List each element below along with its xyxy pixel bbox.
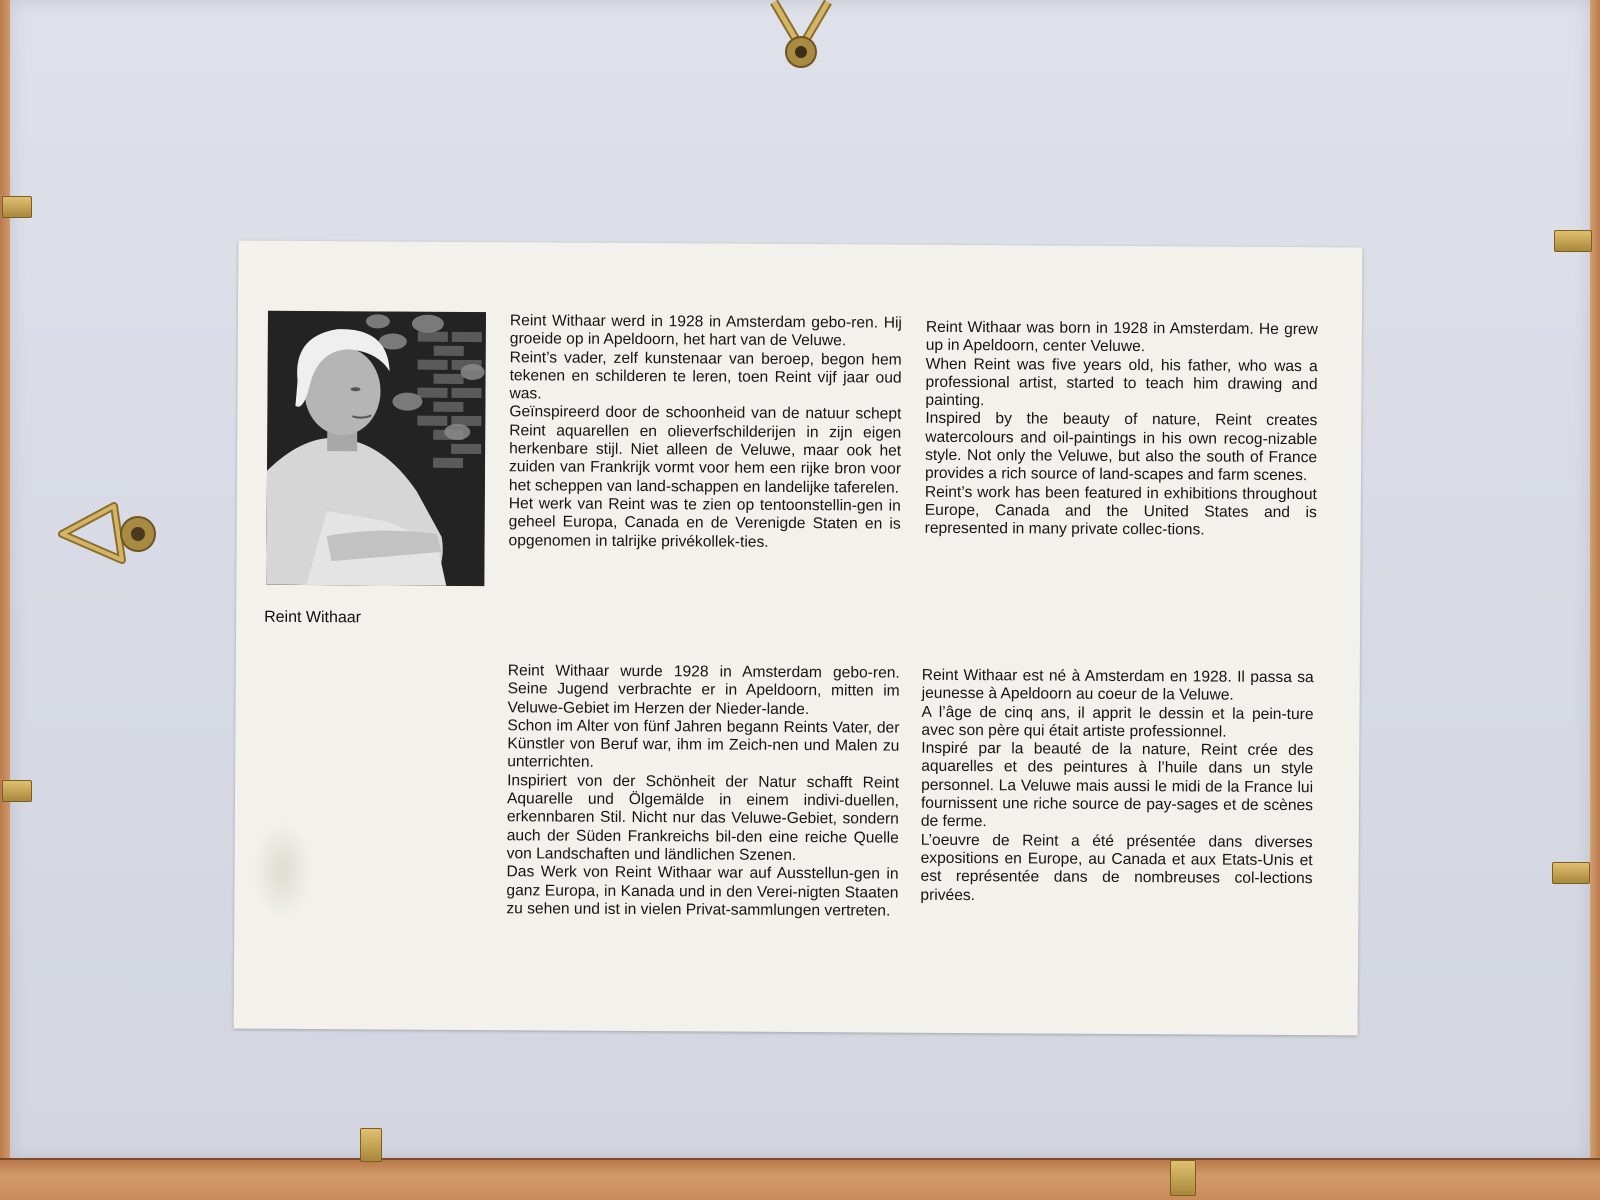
paragraph: Reint Withaar wurde 1928 in Amsterdam gebo-ren. Seine Jugend verbrachte er in Apeldoorn, mitten im Veluwe-Gebiet im Herzen der Nieder-lande.: [507, 662, 900, 718]
paragraph: Het werk van Reint was te zien op tentoonstellin-gen in geheel Europa, Canada en de Verenigde Staten en is opgenomen in talrijke privékollek-ties.: [508, 495, 901, 551]
triangle-hanger-icon: [58, 500, 168, 570]
photo-caption: Reint Withaar: [264, 608, 362, 627]
person-photo-icon: [266, 311, 486, 586]
paragraph: Geïnspireerd door de schoonheid van de natuur schept Reint aquarellen en olieverfschilderijen in zijn eigen herkenbare stijl. Niet alleen de Veluwe, maar ook het zuiden van Frankrijk vormt voor hem een rijke bron voor het scheppen van land-schappen en landelijke taferelen.: [508, 403, 902, 497]
triangle-hanger-icon: [766, 0, 836, 80]
paper-stain: [252, 821, 313, 921]
biography-leaflet: [234, 241, 1363, 1036]
paragraph: When Reint was five years old, his father, who was a professional artist, started to teach him drawing and painting.: [925, 355, 1318, 410]
paragraph: L’oeuvre de Reint a été présentée dans diverses expositions en Europe, au Canada et aux Etats-Unis et est représentée dans de nombreuses col-lections privées.: [920, 831, 1313, 904]
paragraph: Reint Withaar werd in 1928 in Amsterdam gebo-ren. Hij groeide op in Apeldoorn, het hart van de Veluwe.: [509, 312, 902, 350]
paragraph: Inspiriert von der Schönheit der Natur schafft Reint Aquarelle und Ölgemälde in einem indivi-duellen, erkennbaren Stil. Nicht nur das Veluwe-Gebiet, sondern auch der Süden Frankreichs bil-den eine reiche Quelle von Landschaften und ländlichen Szenen.: [506, 772, 900, 864]
paragraph: Reint Withaar est né à Amsterdam en 1928. Il passa sa jeunesse à Apeldoorn au coeur de la Veluwe.: [921, 666, 1314, 704]
german-biography: [506, 662, 900, 921]
paragraph: A l’âge de cinq ans, il apprit le dessin et la pein-ture avec son père qui était artiste professionnel.: [921, 703, 1314, 741]
frame-clip: [2, 780, 32, 802]
paragraph: Schon im Alter von fünf Jahren begann Reints Vater, der Künstler von Beruf war, ihm im Zeich-nen und Malen zu unterrichten.: [507, 717, 900, 772]
paragraph: Reint’s vader, zelf kunstenaar van beroep, begon hem tekenen en schilderen te leren, toen Reint vijf jaar oud was.: [509, 348, 902, 403]
frame-bottom-edge: [0, 1158, 1600, 1200]
frame-clip: [1552, 862, 1590, 884]
artist-portrait-photo: [266, 311, 486, 586]
frame-clip: [1170, 1160, 1196, 1196]
paragraph: Inspired by the beauty of nature, Reint creates watercolours and oil-paintings in his own recog-nizable style. Not only the Veluwe, but also the south of France provides a rich source of land-scapes and farm scenes.: [924, 410, 1318, 485]
frame-clip: [1554, 230, 1592, 252]
paragraph: Das Werk von Reint Withaar war auf Ausstellun-gen in ganz Europa, in Kanada und in den Verei-nigten Staaten zu sehen und ist in vielen Privat-sammlungen vertreten.: [506, 863, 899, 920]
english-biography: [925, 319, 1318, 541]
frame-right-edge: [1590, 0, 1600, 1200]
paragraph: Reint Withaar was born in 1928 in Amsterdam. He grew up in Apeldoorn, center Veluwe.: [925, 318, 1318, 356]
french-biography: [920, 667, 1313, 907]
frame-clip: [360, 1128, 382, 1162]
frame-clip: [2, 196, 32, 218]
dutch-biography: [509, 312, 902, 552]
paragraph: Reint’s work has been featured in exhibitions throughout Europe, Canada and the United States and is represented in many private collec-tions.: [924, 483, 1317, 539]
paragraph: Inspiré par la beauté de la nature, Reint crée des aquarelles et des peintures à l’huile dans un style personnel. La Veluwe mais aussi le midi de la France lui fournissent une riche source de pay-sages et de scènes de ferme.: [920, 739, 1314, 831]
